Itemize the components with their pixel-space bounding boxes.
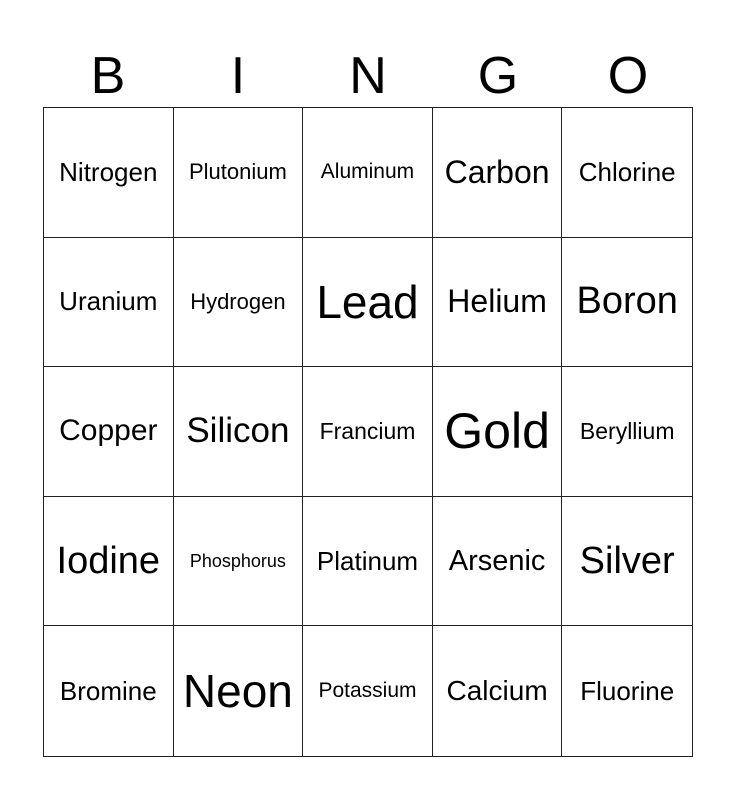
bingo-cell[interactable]: Beryllium — [562, 367, 692, 497]
bingo-cell[interactable]: Nitrogen — [44, 108, 174, 238]
bingo-cell[interactable]: Copper — [44, 367, 174, 497]
bingo-cell[interactable]: Aluminum — [303, 108, 433, 238]
header-letter-i: I — [230, 47, 246, 105]
bingo-cell[interactable]: Francium — [303, 367, 433, 497]
bingo-cell[interactable]: Phosphorus — [174, 497, 304, 627]
bingo-cell[interactable]: Helium — [433, 238, 563, 368]
bingo-cell[interactable]: Silicon — [174, 367, 304, 497]
bingo-cell[interactable]: Silver — [562, 497, 692, 627]
bingo-cell[interactable]: Neon — [174, 626, 304, 756]
header-letter-b: B — [90, 47, 126, 105]
bingo-header — [43, 46, 693, 106]
bingo-cell[interactable]: Chlorine — [562, 108, 692, 238]
bingo-cell[interactable]: Fluorine — [580, 675, 675, 706]
bingo-cell[interactable]: Arsenic — [433, 497, 563, 627]
header-letter-o: O — [607, 47, 649, 105]
header-letter-n: N — [349, 47, 387, 105]
bingo-cell[interactable]: Hydrogen — [174, 238, 304, 368]
bingo-cell[interactable]: Uranium — [44, 238, 174, 368]
bingo-cell[interactable]: Bromine — [44, 626, 174, 756]
bingo-cell[interactable]: Lead — [303, 238, 433, 368]
bingo-cell[interactable]: Potassium — [303, 626, 433, 756]
bingo-cell[interactable]: Boron — [562, 238, 692, 368]
bingo-cell[interactable]: Calcium — [433, 626, 563, 756]
bingo-cell[interactable]: Iodine — [44, 497, 174, 627]
bingo-cell[interactable]: Platinum — [303, 497, 433, 627]
bingo-cell[interactable]: Plutonium — [174, 108, 304, 238]
bingo-grid — [43, 107, 693, 757]
header-letter-g: G — [477, 47, 519, 105]
bingo-cell[interactable]: Carbon — [433, 108, 563, 238]
bingo-cell[interactable]: Gold — [433, 367, 563, 497]
